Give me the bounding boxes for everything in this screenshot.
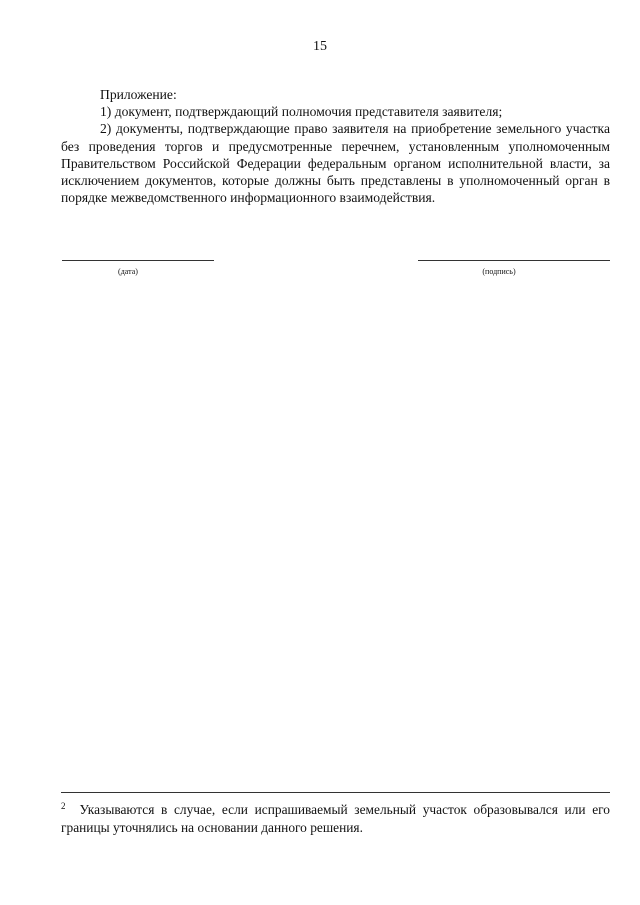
footnote-text: Указываются в случае, если испрашиваемый земельный участок образовывался или его границы уточнялись на основании данного решения. — [61, 802, 610, 835]
date-caption: (дата) — [118, 267, 138, 276]
footnote — [61, 798, 610, 836]
attachment-item-2: 2) документы, подтверждающие право заявителя на приобретение земельного участка без проведения торгов и предусмотренные перечнем, установленным уполномоченным Правительством Российской Федерации федеральным органом исполнительной власти, за исключением документов, которые должны быть представлены в уполномоченный орган в порядке межведомственного информационного взаимодействия. — [61, 121, 610, 206]
date-line — [62, 260, 214, 261]
page-number: 15 — [313, 39, 327, 54]
attachment-heading: Приложение: — [100, 87, 177, 102]
attachment-item-1: 1) документ, подтверждающий полномочия представителя заявителя; — [100, 104, 503, 120]
attachment-section — [61, 86, 610, 206]
footnote-divider — [61, 792, 610, 793]
signature-line — [418, 260, 610, 261]
footnote-marker: 2 — [61, 801, 66, 811]
signature-caption: (подпись) — [482, 267, 516, 276]
